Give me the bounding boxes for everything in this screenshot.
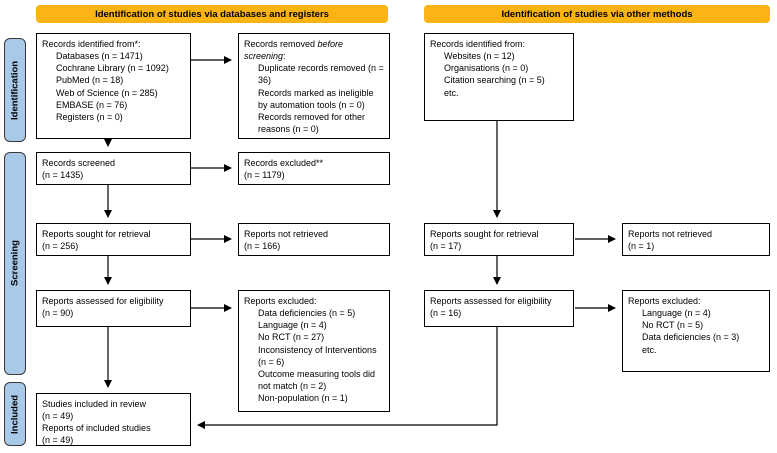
box-reports-assessed-databases [36,290,191,327]
box-title [244,38,384,62]
box-reports-not-retrieved-databases [238,223,390,256]
list-item: No RCT (n = 5) [642,320,704,331]
box-records-identified-other [424,33,574,121]
list-item: Databases (n = 1471) [56,51,143,62]
list-item: Web of Science (n = 285) [56,87,158,98]
box-reports-sought-other [424,223,574,256]
box-line: (n = 256) [42,241,79,252]
box-records-screened [36,152,191,185]
box-line: (n = 16) [430,308,462,319]
list-item: etc. [444,87,459,98]
list-item: Outcome measuring tools did not match (n = 2) [258,368,376,391]
box-line: (n = 90) [42,308,74,319]
box-line: Reports sought for retrieval [42,229,151,239]
box-line: Reports not retrieved [628,229,713,239]
box-line: (n = 1179) [244,170,285,181]
list-item: Citation searching (n = 5) [444,75,545,86]
box-line: Reports assessed for eligibility [42,296,164,306]
list-item: Inconsistency of Interventions (n = 6) [258,344,377,367]
box-records-identified-databases [36,33,191,139]
box-line: Studies included in review [42,399,147,409]
list-item: etc. [642,344,657,355]
box-title: Reports excluded: [244,296,317,306]
box-reports-excluded-other [622,290,770,372]
box-line: Reports not retrieved [244,229,329,239]
box-reports-excluded-databases [238,290,390,412]
list-item: Data deficiencies (n = 5) [258,308,356,319]
list-item: PubMed (n = 18) [56,75,124,86]
stage-label-included: Included [4,382,26,446]
list-item: Non-population (n = 1) [258,393,348,404]
header-other-methods: Identification of studies via other methods [424,5,770,23]
box-line: Records screened [42,158,116,168]
list-item: Data deficiencies (n = 3) [642,332,740,343]
box-line: Reports of included studies [42,423,151,434]
header-databases-registers: Identification of studies via databases and registers [36,5,388,23]
title-italic: before screening [244,39,344,62]
box-reports-assessed-other [424,290,574,327]
box-records-excluded [238,152,390,185]
list-item: Organisations (n = 0) [444,63,529,74]
box-records-removed [238,33,390,139]
box-line: (n = 17) [430,241,462,252]
list-item: Registers (n = 0) [56,111,123,122]
list-item: Websites (n = 12) [444,51,515,62]
box-reports-sought-databases [36,223,191,256]
title-suffix: : [283,51,286,62]
box-line: (n = 166) [244,241,281,252]
box-line: Records excluded** [244,158,324,168]
box-line: (n = 1435) [42,170,84,181]
box-studies-included [36,393,191,446]
box-line: Reports assessed for eligibility [430,296,552,306]
box-title: Reports excluded: [628,296,701,306]
list-item: Language (n = 4) [258,320,327,331]
list-item: EMBASE (n = 76) [56,99,128,110]
box-line: Reports sought for retrieval [430,229,539,239]
list-item: Records removed for other reasons (n = 0) [258,111,366,134]
list-item: Language (n = 4) [642,308,711,319]
box-reports-not-retrieved-other [622,223,770,256]
box-line: (n = 49) [42,411,74,422]
box-title: Records identified from: [430,39,526,49]
box-title: Records identified from*: [42,39,141,49]
list-item: Records marked as ineligible by automation tools (n = 0) [258,87,374,110]
list-item: No RCT (n = 27) [258,332,325,343]
title-prefix: Records removed [244,39,318,49]
stage-label-identification: Identification [4,38,26,142]
list-item: Cochrane Library (n = 1092) [56,63,169,74]
stage-label-screening: Screening [4,152,26,375]
box-line: (n = 49) [42,435,74,446]
box-line: (n = 1) [628,241,655,252]
list-item: Duplicate records removed (n = 36) [258,63,384,86]
